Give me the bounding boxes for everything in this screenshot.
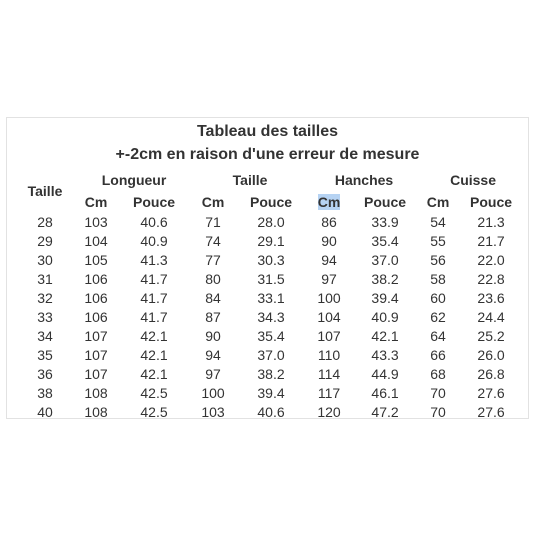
table-row xyxy=(14,307,526,326)
cell-longueur-cm: 106 xyxy=(84,270,108,287)
cell-hanches-cm: 120 xyxy=(317,403,341,420)
table-row xyxy=(14,269,526,288)
cell-hanches-pouce: 38.2 xyxy=(371,270,399,287)
cell-hanches-cm: 90 xyxy=(321,232,337,249)
cell-hanches-pouce: 47.2 xyxy=(371,403,399,420)
cell-taille-pouce: 35.4 xyxy=(257,327,285,344)
cell-taille-cm: 103 xyxy=(201,403,225,420)
unit-header-cm xyxy=(308,191,350,212)
cell-size: 28 xyxy=(37,213,53,230)
cell-longueur-pouce: 41.7 xyxy=(140,289,168,306)
unit-header-pouce: Pouce xyxy=(133,193,176,210)
cell-taille-pouce: 40.6 xyxy=(257,403,285,420)
cell-cuisse-pouce: 22.8 xyxy=(477,270,505,287)
cell-cuisse-cm: 70 xyxy=(430,384,446,401)
table-row xyxy=(14,345,526,364)
cell-cuisse-pouce: 21.3 xyxy=(477,213,505,230)
cell-taille-pouce: 37.0 xyxy=(257,346,285,363)
selected-text[interactable]: Cm xyxy=(317,193,341,210)
cell-hanches-cm: 117 xyxy=(317,384,341,401)
cell-longueur-cm: 106 xyxy=(84,308,108,325)
table-row xyxy=(14,288,526,307)
cell-taille-pouce: 28.0 xyxy=(257,213,285,230)
cell-longueur-cm: 107 xyxy=(84,346,108,363)
table-row xyxy=(14,364,526,383)
cell-longueur-cm: 108 xyxy=(84,384,108,401)
cell-longueur-pouce: 42.1 xyxy=(140,346,168,363)
cell-cuisse-cm: 64 xyxy=(430,327,446,344)
table-row xyxy=(14,383,526,402)
cell-cuisse-cm: 62 xyxy=(430,308,446,325)
cell-longueur-cm: 105 xyxy=(84,251,108,268)
table-row xyxy=(14,231,526,250)
cell-size: 29 xyxy=(37,232,53,249)
unit-header-pouce: Pouce xyxy=(364,193,407,210)
cell-taille-cm: 90 xyxy=(205,327,221,344)
cell-hanches-cm: 94 xyxy=(321,251,337,268)
cell-hanches-pouce: 42.1 xyxy=(371,327,399,344)
unit-header-cm: Cm xyxy=(426,193,450,210)
cell-cuisse-pouce: 26.0 xyxy=(477,346,505,363)
cell-size: 33 xyxy=(37,308,53,325)
cell-longueur-pouce: 40.6 xyxy=(140,213,168,230)
group-header-taille: Taille xyxy=(232,172,268,188)
table-row xyxy=(14,326,526,345)
cell-size: 36 xyxy=(37,365,53,382)
cell-hanches-cm: 97 xyxy=(321,270,337,287)
cell-taille-pouce: 38.2 xyxy=(257,365,285,382)
cell-size: 40 xyxy=(37,403,53,420)
group-header-hanches: Hanches xyxy=(334,172,394,188)
chart-subtitle: +-2cm en raison d'une erreur de mesure xyxy=(115,146,420,163)
cell-cuisse-cm: 56 xyxy=(430,251,446,268)
cell-size: 34 xyxy=(37,327,53,344)
cell-taille-cm: 84 xyxy=(205,289,221,306)
cell-cuisse-pouce: 27.6 xyxy=(477,384,505,401)
cell-cuisse-cm: 55 xyxy=(430,232,446,249)
cell-hanches-cm: 114 xyxy=(317,365,341,382)
cell-cuisse-pouce: 23.6 xyxy=(477,289,505,306)
size-chart-card xyxy=(6,117,529,419)
cell-longueur-pouce: 42.1 xyxy=(140,327,168,344)
cell-taille-cm: 87 xyxy=(205,308,221,325)
cell-cuisse-pouce: 27.6 xyxy=(477,403,505,420)
cell-cuisse-cm: 60 xyxy=(430,289,446,306)
size-column-header: Taille xyxy=(27,182,63,199)
cell-longueur-cm: 107 xyxy=(84,327,108,344)
cell-cuisse-cm: 66 xyxy=(430,346,446,363)
cell-hanches-pouce: 33.9 xyxy=(371,213,399,230)
cell-hanches-pouce: 43.3 xyxy=(371,346,399,363)
cell-taille-pouce: 30.3 xyxy=(257,251,285,268)
cell-longueur-pouce: 41.7 xyxy=(140,308,168,325)
unit-header-pouce: Pouce xyxy=(250,193,293,210)
cell-cuisse-cm: 54 xyxy=(430,213,446,230)
cell-hanches-pouce: 37.0 xyxy=(371,251,399,268)
cell-longueur-pouce: 41.7 xyxy=(140,270,168,287)
cell-cuisse-pouce: 25.2 xyxy=(477,327,505,344)
cell-longueur-cm: 104 xyxy=(84,232,108,249)
cell-cuisse-cm: 58 xyxy=(430,270,446,287)
cell-longueur-pouce: 41.3 xyxy=(140,251,168,268)
cell-hanches-pouce: 40.9 xyxy=(371,308,399,325)
cell-taille-cm: 77 xyxy=(205,251,221,268)
cell-hanches-cm: 107 xyxy=(317,327,341,344)
cell-taille-cm: 94 xyxy=(205,346,221,363)
cell-cuisse-pouce: 26.8 xyxy=(477,365,505,382)
cell-taille-cm: 100 xyxy=(201,384,225,401)
cell-taille-cm: 74 xyxy=(205,232,221,249)
cell-taille-cm: 71 xyxy=(205,213,221,230)
cell-size: 31 xyxy=(37,270,53,287)
cell-hanches-cm: 100 xyxy=(317,289,341,306)
cell-longueur-pouce: 42.5 xyxy=(140,403,168,420)
cell-longueur-cm: 103 xyxy=(84,213,108,230)
cell-cuisse-pouce: 24.4 xyxy=(477,308,505,325)
cell-taille-pouce: 29.1 xyxy=(257,232,285,249)
cell-hanches-pouce: 46.1 xyxy=(371,384,399,401)
cell-cuisse-pouce: 22.0 xyxy=(477,251,505,268)
cell-hanches-pouce: 35.4 xyxy=(371,232,399,249)
group-header-row xyxy=(14,169,526,191)
cell-cuisse-pouce: 21.7 xyxy=(477,232,505,249)
unit-header-cm: Cm xyxy=(84,193,108,210)
table-row xyxy=(14,250,526,269)
size-table xyxy=(14,169,526,421)
cell-longueur-cm: 108 xyxy=(84,403,108,420)
cell-cuisse-cm: 68 xyxy=(430,365,446,382)
table-row xyxy=(14,212,526,231)
cell-longueur-pouce: 42.1 xyxy=(140,365,168,382)
cell-longueur-pouce: 40.9 xyxy=(140,232,168,249)
cell-longueur-cm: 107 xyxy=(84,365,108,382)
table-row xyxy=(14,402,526,421)
cell-hanches-cm: 110 xyxy=(317,346,341,363)
unit-header-cm: Cm xyxy=(201,193,225,210)
cell-taille-cm: 97 xyxy=(205,365,221,382)
cell-taille-cm: 80 xyxy=(205,270,221,287)
chart-title: Tableau des tailles xyxy=(196,123,339,140)
cell-hanches-pouce: 44.9 xyxy=(371,365,399,382)
cell-hanches-pouce: 39.4 xyxy=(371,289,399,306)
unit-header-pouce: Pouce xyxy=(470,193,513,210)
cell-hanches-cm: 104 xyxy=(317,308,341,325)
cell-longueur-cm: 106 xyxy=(84,289,108,306)
group-header-cuisse: Cuisse xyxy=(450,172,497,188)
cell-taille-pouce: 31.5 xyxy=(257,270,285,287)
cell-hanches-cm: 86 xyxy=(321,213,337,230)
cell-taille-pouce: 39.4 xyxy=(257,384,285,401)
cell-cuisse-cm: 70 xyxy=(430,403,446,420)
cell-size: 30 xyxy=(37,251,53,268)
group-header-longueur: Longueur xyxy=(101,172,167,188)
unit-header-row xyxy=(14,191,526,212)
cell-size: 35 xyxy=(37,346,53,363)
cell-longueur-pouce: 42.5 xyxy=(140,384,168,401)
cell-size: 38 xyxy=(37,384,53,401)
cell-size: 32 xyxy=(37,289,53,306)
cell-taille-pouce: 33.1 xyxy=(257,289,285,306)
cell-taille-pouce: 34.3 xyxy=(257,308,285,325)
